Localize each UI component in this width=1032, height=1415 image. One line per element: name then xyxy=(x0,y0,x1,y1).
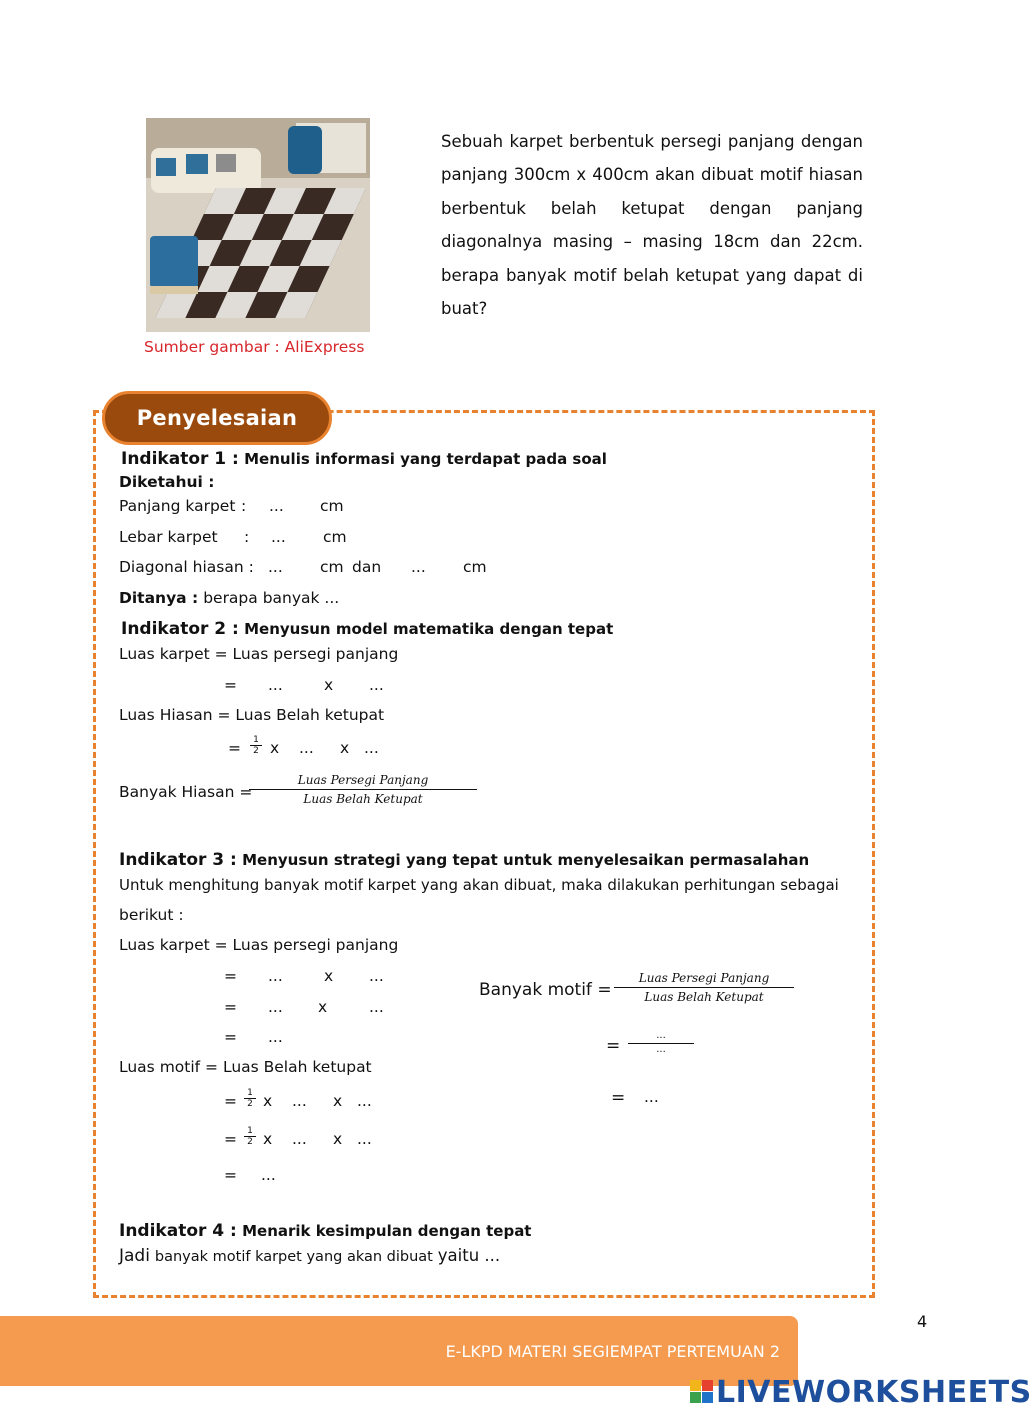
ind2-times-1: x xyxy=(324,676,334,694)
ditanya-text: berapa banyak ... xyxy=(203,589,340,607)
ind3-motif-result[interactable]: ... xyxy=(261,1166,276,1184)
half-numerator: 1 xyxy=(247,1126,253,1136)
ind3-half-fraction-1 xyxy=(244,1088,256,1109)
indikator-4-text: Menarik kesimpulan dengan tepat xyxy=(242,1222,532,1240)
ditanya-label: Ditanya : xyxy=(119,589,199,607)
ind3-motif-blank-1[interactable]: ... xyxy=(292,1092,307,1110)
footer-bar xyxy=(0,1316,798,1386)
ind3-eq-4: = xyxy=(224,1092,237,1110)
ind3-times-3: x xyxy=(263,1092,273,1110)
fraction-denominator: Luas Belah Ketupat xyxy=(249,789,477,806)
half-denominator: 2 xyxy=(244,1098,256,1109)
indikator-2-heading xyxy=(121,619,613,639)
ind3-intro-2: berikut : xyxy=(119,906,184,924)
ditanya-line xyxy=(119,589,339,607)
diagonal-2-blank[interactable]: ... xyxy=(411,558,426,576)
half-denominator: 2 xyxy=(244,1136,256,1147)
ind3-eq-1: = xyxy=(224,967,237,985)
indikator-1-heading xyxy=(121,449,607,469)
dan-word: dan xyxy=(352,558,382,576)
banyak-hiasan-label: Banyak Hiasan = xyxy=(119,783,253,801)
ind3-karpet-blank-3[interactable]: ... xyxy=(268,998,283,1016)
ind3-times-5: x xyxy=(263,1130,273,1148)
section-title: Penyelesaian xyxy=(102,391,332,445)
panjang-karpet-label: Panjang karpet xyxy=(119,497,236,515)
image-caption: Sumber gambar : AliExpress xyxy=(144,338,365,356)
ind3-luas-motif: Luas motif = Luas Belah ketupat xyxy=(119,1058,372,1076)
jadi-word: Jadi xyxy=(119,1246,150,1266)
liveworksheets-text: LIVEWORKSHEETS xyxy=(716,1374,1032,1410)
motif-eq-1: = xyxy=(606,1036,621,1056)
liveworksheets-icon xyxy=(690,1380,714,1404)
ind3-karpet-blank-2[interactable]: ... xyxy=(369,967,384,985)
banyak-motif-label: Banyak motif = xyxy=(479,980,612,1000)
ind2-eq-2: = xyxy=(228,739,241,757)
ind3-karpet-blank-4[interactable]: ... xyxy=(369,998,384,1016)
ind3-half-fraction-2 xyxy=(244,1126,256,1147)
indikator-3-heading xyxy=(119,850,809,870)
lebar-karpet-label: Lebar karpet xyxy=(119,528,218,546)
footer-text: E-LKPD MATERI SEGIEMPAT PERTEMUAN 2 xyxy=(445,1342,780,1361)
fraction-denominator: Luas Belah Ketupat xyxy=(614,987,794,1004)
liveworksheets-logo xyxy=(690,1374,1032,1410)
ind2-half-fraction xyxy=(250,735,262,756)
ind3-times-6: x xyxy=(333,1130,343,1148)
ind2-karpet-blank-2[interactable]: ... xyxy=(369,676,384,694)
indikator-2-text: Menyusun model matematika dengan tepat xyxy=(244,620,614,638)
ind3-karpet-blank-1[interactable]: ... xyxy=(268,967,283,985)
conclusion-text: banyak motif karpet yang akan dibuat xyxy=(154,1249,433,1265)
motif-denominator-blank[interactable]: ... xyxy=(628,1043,694,1055)
indikator-2-label: Indikator 2 : xyxy=(121,619,239,639)
indikator-1-label: Indikator 1 : xyxy=(121,449,239,469)
ind2-luas-karpet: Luas karpet = Luas persegi panjang xyxy=(119,645,399,663)
ind3-times-4: x xyxy=(333,1092,343,1110)
ind3-motif-blank-4[interactable]: ... xyxy=(357,1130,372,1148)
page-number: 4 xyxy=(917,1312,928,1331)
ind3-eq-5: = xyxy=(224,1130,237,1148)
motif-result-blank[interactable]: ... xyxy=(644,1088,659,1106)
problem-text: Sebuah karpet berbentuk persegi panjang dengan panjang 300cm x 400cm akan dibuat motif hiasan berbentuk belah ketupat dengan panjang diagonalnya masing – masing 18cm dan 22cm. berapa banyak motif belah ketupat yang dapat di buat? xyxy=(441,132,863,319)
ind3-eq-3: = xyxy=(224,1028,237,1046)
motif-blank-fraction xyxy=(628,1030,694,1055)
ind3-motif-blank-3[interactable]: ... xyxy=(292,1130,307,1148)
lebar-unit: cm xyxy=(323,528,347,546)
diagonal-1-unit: cm xyxy=(320,558,344,576)
ind2-times-2: x xyxy=(270,739,280,757)
ind3-eq-6: = xyxy=(224,1166,237,1184)
lebar-colon: : xyxy=(244,528,250,546)
banyak-hiasan-fraction xyxy=(249,773,477,806)
half-numerator: 1 xyxy=(247,1088,253,1098)
ind3-luas-karpet: Luas karpet = Luas persegi panjang xyxy=(119,936,399,954)
indikator-3-label: Indikator 3 : xyxy=(119,850,237,870)
diketahui-label: Diketahui : xyxy=(119,473,215,491)
motif-numerator-blank[interactable]: ... xyxy=(656,1030,666,1041)
ind3-times-1: x xyxy=(324,967,334,985)
indikator-3-text: Menyusun strategi yang tepat untuk menyelesaikan permasalahan xyxy=(242,851,810,869)
ind2-karpet-blank-1[interactable]: ... xyxy=(268,676,283,694)
conclusion-blank[interactable]: yaitu ... xyxy=(437,1246,501,1265)
conclusion-line xyxy=(119,1246,500,1266)
ind3-eq-2: = xyxy=(224,998,237,1016)
half-denominator: 2 xyxy=(250,745,262,756)
motif-eq-2: = xyxy=(611,1088,626,1108)
diagonal-1-blank[interactable]: ... xyxy=(268,558,283,576)
ind3-karpet-result[interactable]: ... xyxy=(268,1028,283,1046)
indikator-1-text: Menulis informasi yang terdapat pada soal xyxy=(244,450,607,468)
banyak-motif-fraction xyxy=(614,971,794,1004)
ind2-hiasan-blank-1[interactable]: ... xyxy=(299,739,314,757)
ind2-times-3: x xyxy=(340,739,350,757)
panjang-unit: cm xyxy=(320,497,344,515)
ind2-luas-hiasan: Luas Hiasan = Luas Belah ketupat xyxy=(119,706,385,724)
lebar-blank[interactable]: ... xyxy=(271,528,286,546)
ind3-times-2: x xyxy=(318,998,328,1016)
panjang-colon: : xyxy=(241,497,247,515)
ind2-eq-1: = xyxy=(224,676,237,694)
indikator-4-label: Indikator 4 : xyxy=(119,1221,237,1241)
carpet-photo xyxy=(146,118,370,332)
ind2-hiasan-blank-2[interactable]: ... xyxy=(364,739,379,757)
half-numerator: 1 xyxy=(253,735,259,745)
diagonal-2-unit: cm xyxy=(463,558,487,576)
diagonal-hiasan-label: Diagonal hiasan : xyxy=(119,558,254,576)
panjang-blank[interactable]: ... xyxy=(269,497,284,515)
fraction-numerator: Luas Persegi Panjang xyxy=(638,971,770,985)
ind3-motif-blank-2[interactable]: ... xyxy=(357,1092,372,1110)
ind3-intro-1: Untuk menghitung banyak motif karpet yang akan dibuat, maka dilakukan perhitungan sebagai xyxy=(119,876,839,894)
fraction-numerator: Luas Persegi Panjang xyxy=(297,773,429,787)
indikator-4-heading xyxy=(119,1221,531,1241)
